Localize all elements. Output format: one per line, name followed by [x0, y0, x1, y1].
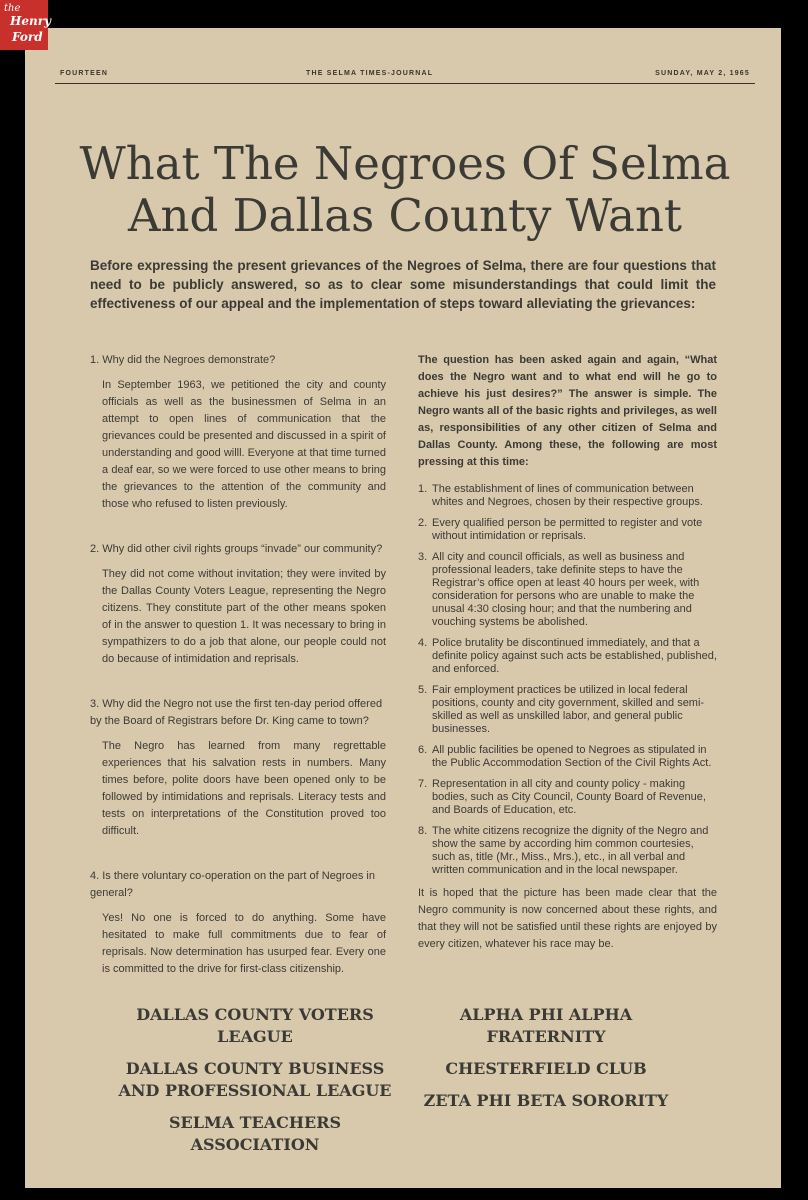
question-2: 2. Why did other civil rights groups “invade” our community? [90, 543, 383, 555]
demands-column [418, 352, 717, 953]
answer-3: The Negro has learned from many regrettable experiences that his salvation rests in numbers. Many times before, polite doors have been opened only to be followed by intimidations and reprisals. Literacy tests and tests on interpretations of the Constitution proved too difficult. [102, 740, 386, 837]
answer-4: Yes! No one is forced to do anything. Some have hesitated to make full commitments due to fear of reprisals. Now determination has usurped fear. Every one is committed to the drive for first-class citizenship. [102, 912, 386, 975]
headline-line-2: And Dallas County Want [127, 189, 683, 242]
headline-line-1: What The Negroes Of Selma [79, 137, 731, 190]
question-3: 3. Why did the Negro not use the first ten-day period offered by the Board of Registrars before Dr. King came to town? [90, 698, 383, 727]
demand-number: 4. [418, 637, 428, 649]
org-name: DALLAS COUNTY VOTERS LEAGUE [136, 1005, 374, 1046]
logo-the: the [4, 3, 21, 14]
masthead-rule [55, 83, 755, 84]
demands-lead: The question has been asked again and again, “What does the Negro want and to what end will he go to achieve his just desires?” The answer is simple. The Negro wants all of the basic rights and privileges, as well as, responsibilities of any other citizen of Selma and Dallas County. Among these, the following are most pressing at this time: [418, 354, 717, 468]
demand-text: Representation in all city and county policy - making bodies, such as City Council, County Board of Revenue, and Boards of Education, etc. [432, 778, 706, 816]
demand-number: 3. [418, 551, 428, 563]
demand-item [418, 551, 717, 629]
newspaper-name: THE SELMA TIMES-JOURNAL [306, 70, 434, 77]
question-1: 1. Why did the Negroes demonstrate? [90, 354, 276, 366]
demand-number: 5. [418, 684, 428, 696]
demand-number: 7. [418, 778, 428, 790]
page-number: FOURTEEN [60, 70, 109, 77]
intro-paragraph: Before expressing the present grievances of the Negroes of Selma, there are four questions that need to be publicly answered, so as to clear some misunderstandings that could limit the effectiveness of our appeal and the implementation of steps toward alleviating the grievances: [90, 258, 716, 311]
questions-column [90, 352, 386, 1006]
org-name: CHESTERFIELD CLUB [445, 1059, 647, 1078]
org-name: SELMA TEACHERS ASSOCIATION [168, 1113, 342, 1154]
demand-text: All public facilities be opened to Negroes as stipulated in the Public Accommodation Section of the Civil Rights Act. [432, 744, 712, 769]
demand-number: 8. [418, 825, 428, 837]
signatory-orgs-right [416, 1004, 676, 1122]
demand-text: All city and council officials, as well as business and professional leaders, take definite steps to have the Registrar’s office open at least 40 hours per week, with consideration for persons who are unable to make the unusal 4:30 closing hour; and that the numbering and vouching systems be abolished. [432, 551, 700, 628]
demand-text: The establishment of lines of communication between whites and Negroes, chosen by their respective groups. [432, 483, 703, 508]
demand-text: Police brutality be discontinued immediately, and that a definite policy against such acts be established, published, and enforced. [432, 637, 717, 675]
closing-paragraph: It is hoped that the picture has been made clear that the Negro community is now concerned about these rights, and that they will not be satisfied until these rights are enjoyed by every citizen, whatever his race may be. [418, 887, 717, 950]
signatory-orgs-left [110, 1004, 400, 1166]
demand-text: Fair employment practices be utilized in local federal positions, county and city government, skilled and semi-skilled as well as unskilled labor, and general public businesses. [432, 684, 705, 735]
headline [60, 138, 750, 242]
henry-ford-logo [0, 0, 51, 50]
question-4: 4. Is there voluntary co-operation on the part of Negroes in general? [90, 870, 375, 899]
answer-2: They did not come without invitation; they were invited by the Dallas County Voters League, representing the Negro citizens. They constitute part of the other means spoken of in the answer to question 1. It was necessary to bring in sympathizers to do a job that alone, our people could not do because of intimidation and reprisals. [102, 568, 386, 665]
demand-number: 1. [418, 483, 428, 495]
masthead [60, 70, 750, 82]
demand-number: 2. [418, 517, 428, 529]
logo-henry: Henry [10, 14, 51, 28]
demand-item [418, 778, 717, 817]
demand-text: Every qualified person be permitted to register and vote without intimidation or reprisals. [432, 517, 703, 542]
demand-number: 6. [418, 744, 428, 756]
issue-date: SUNDAY, MAY 2, 1965 [655, 70, 750, 77]
demand-item [418, 517, 717, 543]
demand-item [418, 483, 717, 509]
org-name: DALLAS COUNTY BUSINESS AND PROFESSIONAL LEAGUE [118, 1059, 392, 1100]
demand-item [418, 744, 717, 770]
demand-text: The white citizens recognize the dignity of the Negro and show the same by according him common courtesies, such as, title (Mr., Miss., Mrs.), etc., in all verbal and written communication and in the local newspaper. [432, 825, 709, 876]
org-name: ALPHA PHI ALPHA FRATERNITY [459, 1005, 633, 1046]
demand-item [418, 825, 717, 877]
logo-ford: Ford [12, 30, 43, 44]
org-name: ZETA PHI BETA SORORITY [423, 1091, 669, 1110]
demand-item [418, 637, 717, 676]
answer-1: In September 1963, we petitioned the city and county officials as well as the businessmen of Selma in an attempt to open lines of communication that the grievances could be presented and discussed in a spirit of understanding and good willl. Everyone at that time turned a deaf ear, so we were forced to use other means to bring the grievances to the attention of the community and those who refused to listen previously. [102, 379, 386, 510]
demand-item [418, 684, 717, 736]
